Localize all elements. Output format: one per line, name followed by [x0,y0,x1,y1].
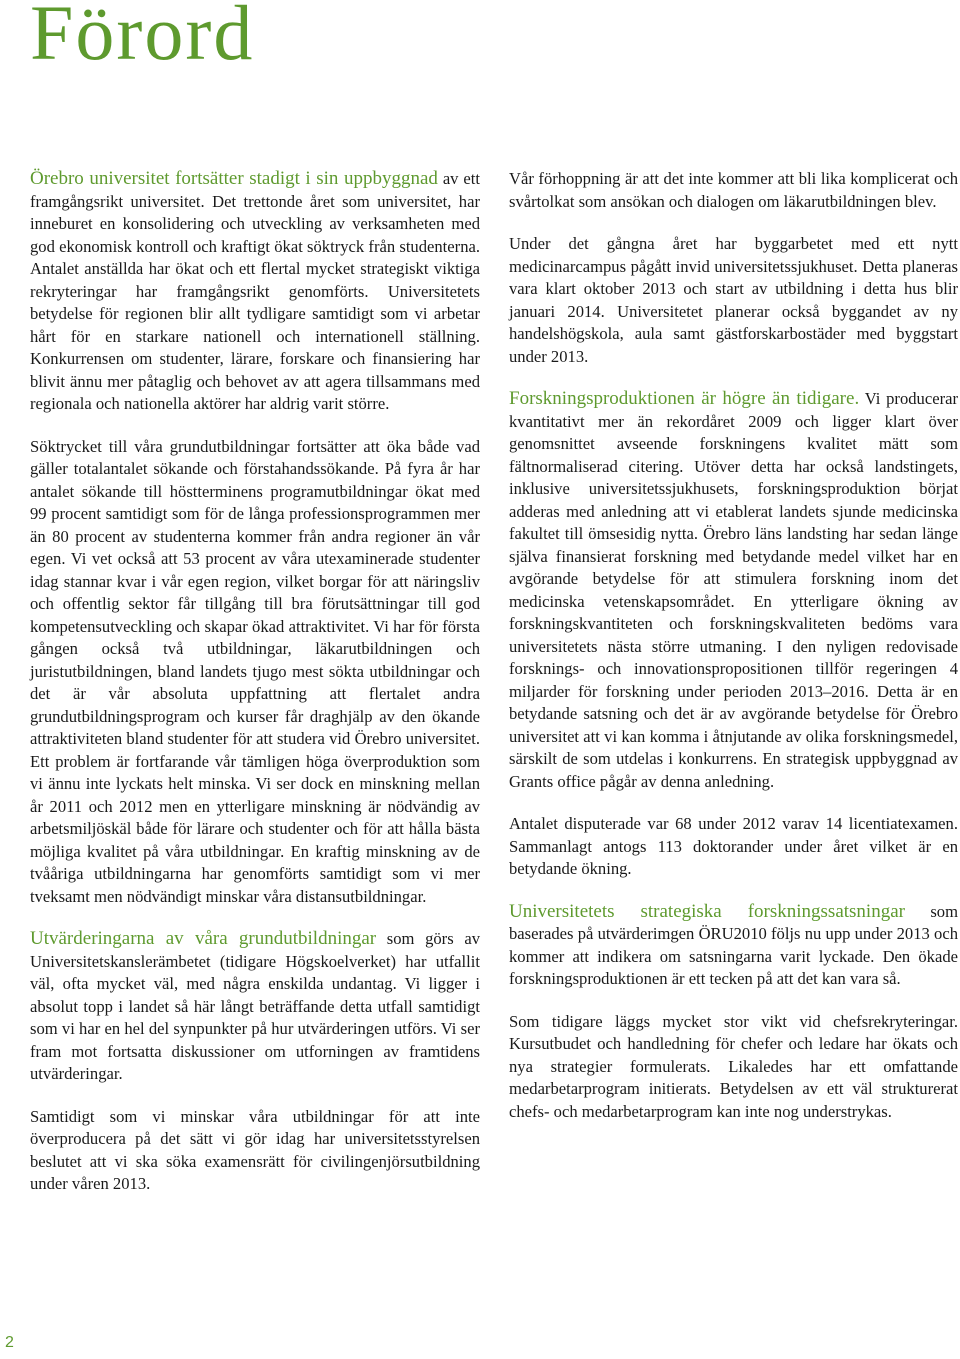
page-title: Förord [30,0,255,76]
paragraph-text: Söktrycket till våra grundutbildningar fortsätter att öka både vad gäller totalantalet sökande och förstahandssökande. På fyra år har antalet sökande till höstterminens programutbildningar ökat med 99 procent samtidigt som för de långa professionsprogrammen mer än 80 procent av studenterna kommer från andra regioner än vår egen. Vi vet också att 53 procent av våra utexaminerade studenter idag stannar kvar i vår egen region, vilket borgar för att näringsliv och offentlig sektor får tillgång till bra förutsättningar till god kompetensutveckling och skapar ökad attraktivitet. Vi har för första gången också två utbildningar, läkarutbildningen och juristutbildningen, bland landets tjugo mest sökta utbildningar och det är vår absoluta uppfattning att flertalet andra grundutbildningsprogram och kurser får draghjälp av den ökande attraktiviteten bland studenter för att studera vid Örebro universitet. Ett problem är fortfarande vår tämligen höga överproduktion som vi ännu inte lyckats helt minska. Vi ser dock en minskning mellan år 2011 och 2012 men en ytterligare minskning är nödvändig av arbetsmiljöskäl både för lärare och studenter och för att hålla bästa möjliga kvalitet på våra utbildningar. En kraftig minskning av de tvååriga utbildningarna har genomförts samtidigt som vi mer tveksamt men nödvändigt minskar våra distansutbildningar. [30,436,480,906]
paragraph-heading: Örebro universitet fortsätter stadigt i sin uppbyggnad [30,168,438,189]
paragraph [509,168,958,213]
paragraph-text: Antalet disputerade var 68 under 2012 varav 14 licentiatexamen. Sammanlagt antogs 113 doktorander under året vilket är en betydande ökning. [509,814,958,878]
paragraph [509,813,958,881]
paragraph-text: Under det gångna året har byggarbetet med ett nytt medicinarcampus pågått invid universitetssjukhuset. Detta planeras vara klart oktober 2013 och start av utbildning i detta hus blir januari 2014. Universitetet planerar också byggandet av ny handelshögskola, aula samt gästforskarbostäder med byggstart under 2013. [509,234,958,366]
paragraph-text: som görs av Universitetskanslerämbetet (tidigare Högskoelverket) har utfallit väl, ofta mycket väl, med några enskilda undantag. Vi ligger i absolut topp i landet så här långt beträffande detta utfall samtidigt som vi har en hel del synpunkter på hur utvärderingen utförs. Vi ser fram mot fortsatta diskussioner om utforningen av framtidens utvärderingar. [30,929,480,1083]
paragraph [30,168,480,416]
paragraph [509,901,958,991]
paragraph [30,928,480,1086]
paragraph-heading: Forskningsproduktionen är högre än tidigare. [509,388,860,409]
paragraph-text: Vår förhoppning är att det inte kommer att bli lika komplicerat och svårtolkat som ansökan och dialogen om läkarutbildningen blev. [509,169,958,211]
paragraph [30,436,480,909]
paragraph-text: Vi producerar kvantitativt mer än rekordåret 2009 och ligger klart över genomsnittet avseende forskningens kvalitet mätt som fältnormaliserad citering. Utöver detta har också landstingets, inklusive universitetssjukhusets, forskningsproduktion börjat adderas med anledning att vi etablerat landets sjunde medicinska fakultet till ömsesidig nytta. Örebro läns landsting har sedan länge själva finansierat forskning med betydande medel vilket har en avgörande betydelse för att stimulera forskning inom det medicinska vetenskapsområdet. En ytterligare ökning av forskningskvantiteten och forskningskvaliteten bedöms vara universitetets nästa större utmaning. I den nyligen redovisade forsknings- och innovationspropositionen tillför regeringen 4 miljarder för forskning under perioden 2013–2016. Detta är en betydande satsning och det är av avgörande betydelse för Örebro universitet att vi kan komma i åtnjutande av olika forskningsmedel, särskilt de som utdelas i konkurrens. En strategisk uppbyggnad av Grants office pågår av denna anledning. [509,389,958,791]
paragraph [30,1106,480,1196]
left-column [30,168,480,1216]
paragraph-heading: Utvärderingarna av våra grundutbildningar [30,928,377,949]
paragraph-text: Som tidigare läggs mycket stor vikt vid chefsrekryteringar. Kursutbudet och handledning för chefer och ledare har ökats och nya strategier formulerats. Likaledes har ett omfattande medarbetarprogram initierats. Betydelsen av ett väl strukturerat chefs- och medarbetarprogram kan inte nog understrykas. [509,1011,958,1121]
right-column [509,168,958,1143]
paragraph-text: av ett framgångsrikt universitet. Det trettonde året som universitet, har inneburet en konsolidering och utveckling av verksamheten med god ekonomisk kontroll och kraftigt ökat söktryck från studenterna. Antalet anställda har ökat och ett flertal mycket strategiskt viktiga rekryteringar har framgångsrikt genomförts. Universitetets betydelse för regionen blir allt tydligare samtidigt som vi arbetar hårt för en starkare nationell och internationell ställning. Konkurrensen om studenter, lärare, forskare och finansiering har blivit ännu mer påtaglig och behovet av att agera tillsammans med regionala och nationella aktörer har aldrig varit större. [30,169,480,413]
paragraph [509,1011,958,1124]
paragraph-text: Samtidigt som vi minskar våra utbildningar för att inte överproducera på det sätt vi gör idag har universitetsstyrelsen beslutet att vi ska söka examensrätt för civilingenjörsutbildning under våren 2013. [30,1106,480,1193]
paragraph-heading: Universitetets strategiska forskningssatsningar [509,900,905,922]
paragraph [509,388,958,793]
paragraph-text: som baserades på utvärderimgen ÖRU2010 följs nu upp under 2013 och kommer att indikera om satsningarna varit lyckade. Den ökade forskningsproduktionen är ett tecken på att det kan vara så. [509,901,958,988]
paragraph [509,233,958,368]
page-number: 2 [5,1334,14,1351]
